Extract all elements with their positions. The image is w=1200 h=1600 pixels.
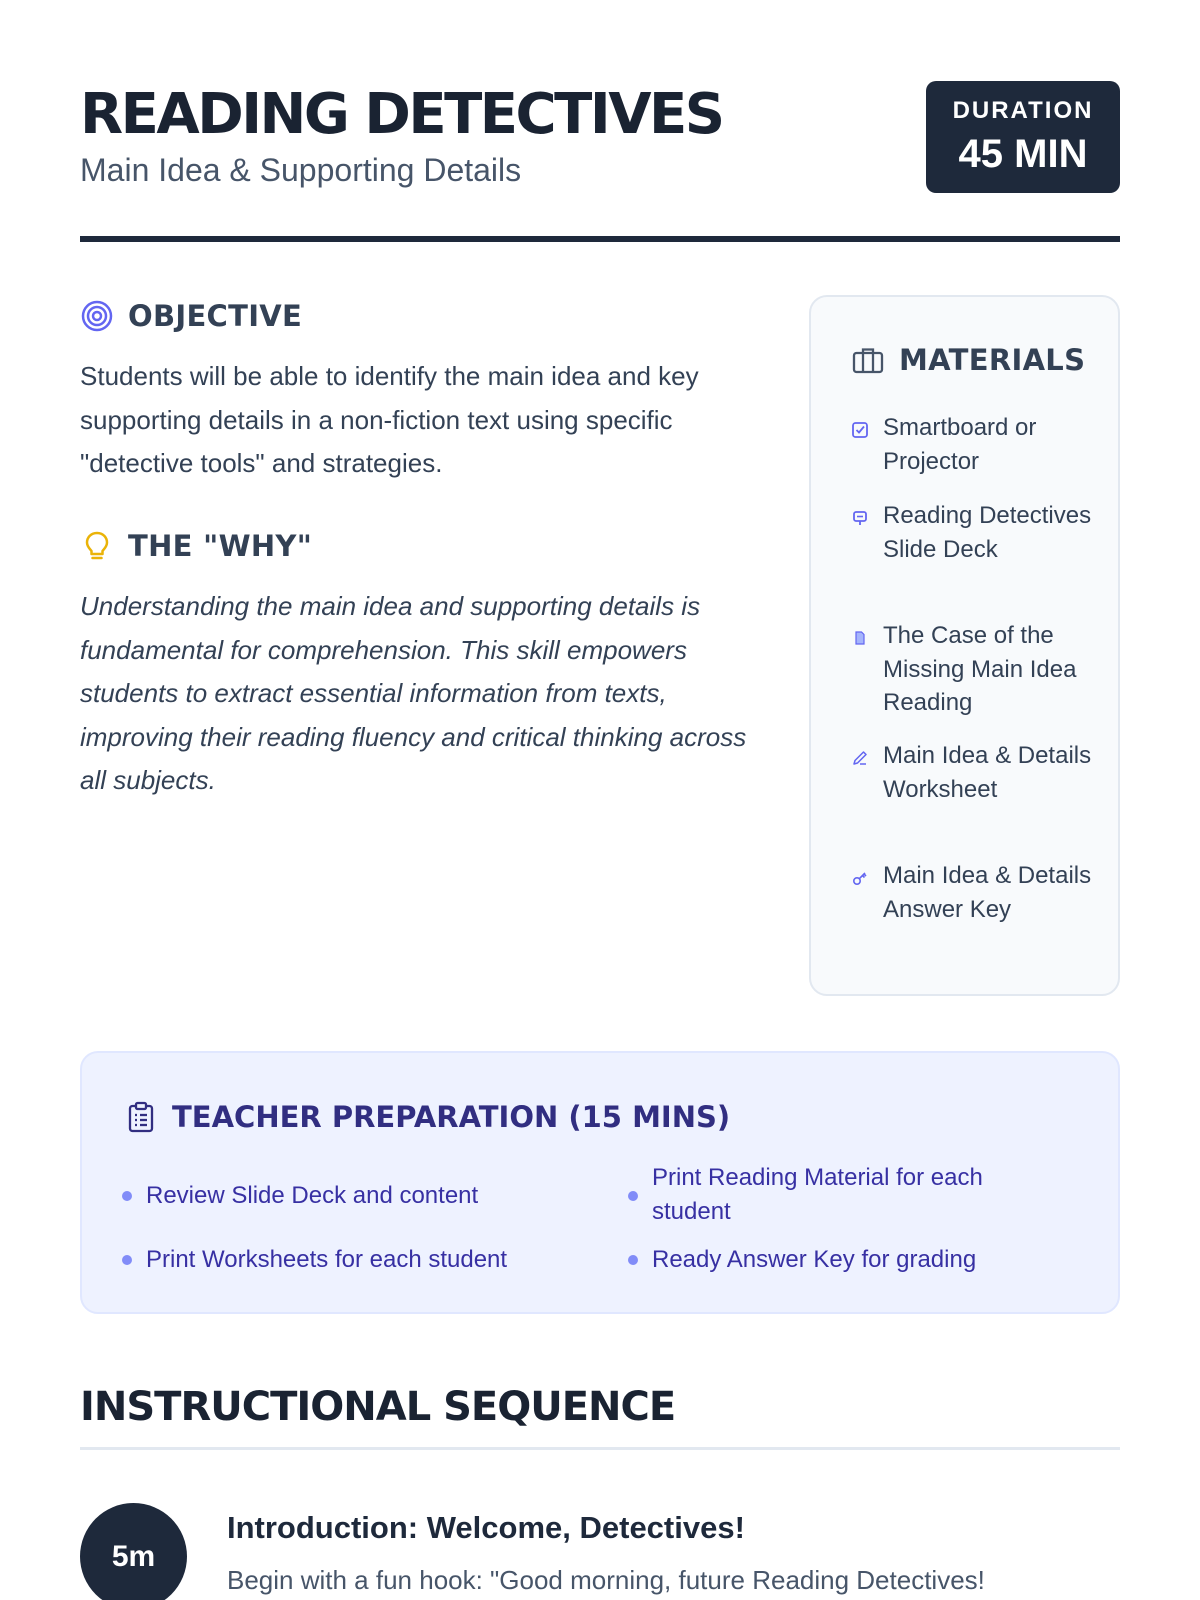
briefcase-icon	[851, 343, 885, 377]
materials-item	[851, 619, 1093, 720]
bullet-icon	[628, 1191, 638, 1201]
prep-list-item	[122, 1243, 507, 1277]
materials-item-label: Main Idea & Details Answer Key	[883, 862, 1092, 923]
materials-item-label: Main Idea & Details Worksheet	[883, 742, 1092, 803]
pencil-icon	[851, 749, 869, 767]
step-title: Introduction: Welcome, Detectives!	[227, 1510, 745, 1545]
prep-list-item	[122, 1179, 478, 1213]
materials-item	[851, 499, 1093, 566]
checkbox-icon	[851, 421, 869, 439]
bullet-icon	[122, 1255, 132, 1265]
step-time-badge: 5m	[80, 1503, 187, 1600]
teacher-prep-title: TEACHER PREPARATION (15 MINS)	[172, 1100, 731, 1134]
sequence-title: INSTRUCTIONAL SEQUENCE	[80, 1384, 676, 1430]
objective-title: OBJECTIVE	[128, 299, 303, 333]
materials-item	[851, 739, 1093, 806]
page-subtitle: Main Idea & Supporting Details	[80, 152, 522, 188]
teacher-prep-heading	[124, 1100, 730, 1134]
prep-item-label: Review Slide Deck and content	[146, 1182, 479, 1209]
why-title: THE "WHY"	[128, 529, 313, 563]
prep-item-label: Print Worksheets for each student	[146, 1246, 508, 1273]
target-icon	[80, 299, 114, 333]
step-description: Begin with a fun hook: "Good morning, future Reading Detectives!	[227, 1565, 985, 1595]
materials-item-label: Reading Detectives Slide Deck	[883, 502, 1092, 563]
why-text: Understanding the main idea and supporting details is fundamental for comprehension. This skill empowers students to extract essential information from texts, improving their reading fluency and critical thinking across all subjects.	[80, 591, 747, 795]
prep-item-label: Ready Answer Key for grading	[652, 1246, 977, 1273]
duration-label: DURATION	[952, 97, 1094, 124]
duration-badge	[926, 81, 1120, 193]
key-icon	[851, 869, 869, 887]
page-title: READING DETECTIVES	[80, 82, 723, 147]
duration-value: 45 MIN	[958, 132, 1088, 176]
objective-text: Students will be able to identify the main idea and key supporting details in a non-fiction text using specific "detective tools" and strategies.	[80, 361, 699, 478]
document-icon	[851, 629, 869, 647]
materials-item-label: The Case of the Missing Main Idea Reading	[883, 622, 1077, 716]
materials-heading	[851, 343, 1085, 377]
materials-item	[851, 859, 1093, 926]
materials-card	[809, 295, 1120, 996]
materials-item-label: Smartboard or Projector	[883, 414, 1037, 475]
materials-title: MATERIALS	[899, 343, 1086, 377]
lightbulb-icon	[80, 529, 114, 563]
presentation-icon	[851, 509, 869, 527]
prep-list-item	[628, 1243, 976, 1277]
divider	[80, 1447, 1120, 1450]
prep-list-item	[628, 1161, 1022, 1228]
prep-item-label: Print Reading Material for each student	[652, 1164, 983, 1225]
teacher-prep-panel	[80, 1051, 1120, 1314]
objective-heading	[80, 299, 302, 333]
clipboard-icon	[124, 1100, 158, 1134]
why-heading	[80, 529, 312, 563]
materials-item	[851, 411, 1093, 478]
bullet-icon	[628, 1255, 638, 1265]
bullet-icon	[122, 1191, 132, 1201]
header	[80, 0, 1120, 242]
